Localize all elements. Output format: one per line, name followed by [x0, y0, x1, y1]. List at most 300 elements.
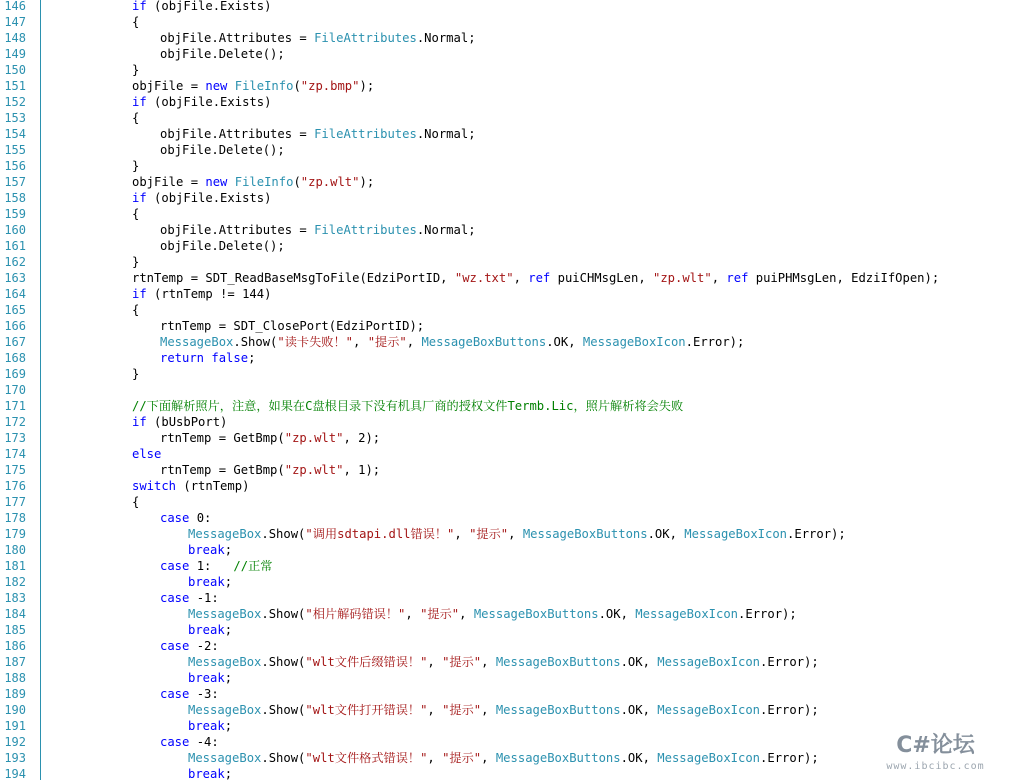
code-line[interactable] [0, 542, 1009, 558]
code-token: } [132, 367, 140, 381]
code-line[interactable] [0, 110, 1009, 126]
code-token: MessageBoxIcon [635, 607, 739, 621]
code-token: MessageBoxIcon [684, 527, 788, 541]
code-line[interactable] [0, 734, 1009, 750]
code-token: break [188, 671, 225, 685]
line-number: 179 [4, 527, 26, 541]
code-text [132, 0, 271, 14]
code-token: new [205, 175, 228, 189]
code-token [227, 79, 234, 93]
code-text [132, 270, 939, 286]
line-number: 166 [4, 319, 26, 333]
code-token: FileInfo [234, 175, 294, 189]
code-line[interactable] [0, 126, 1009, 142]
code-line[interactable] [0, 30, 1009, 46]
code-token: break [188, 623, 225, 637]
code-token: rtnTemp = SDT_ReadBaseMsgToFile(EdziPortID, [132, 271, 455, 285]
code-text [160, 334, 744, 350]
code-token: MessageBoxButtons [522, 527, 648, 541]
code-line[interactable] [0, 318, 1009, 334]
line-number: 189 [4, 687, 26, 701]
line-number: 162 [4, 255, 26, 269]
code-token: .Error); [738, 607, 797, 621]
code-token: "读卡失败！" [277, 335, 354, 349]
code-line[interactable] [0, 414, 1009, 430]
line-number: 152 [4, 95, 26, 109]
code-token: , [513, 271, 529, 285]
line-number: 148 [4, 31, 26, 45]
line-number: 184 [4, 607, 26, 621]
code-token: "zp.wlt" [284, 431, 344, 445]
code-token: rtnTemp = GetBmp( [160, 463, 285, 477]
code-text [160, 30, 476, 46]
code-text [188, 574, 232, 590]
code-token: if [132, 191, 147, 205]
code-line[interactable] [0, 686, 1009, 702]
code-token: puiPHMsgLen, EdziIfOpen); [748, 271, 940, 285]
code-token: "zp.wlt" [300, 175, 360, 189]
line-number: 164 [4, 287, 26, 301]
code-token: switch [132, 479, 177, 493]
code-text [160, 350, 255, 366]
code-token: break [188, 767, 225, 781]
code-token: MessageBoxIcon [657, 655, 761, 669]
code-line[interactable] [0, 670, 1009, 686]
code-token: , [427, 655, 443, 669]
code-token: MessageBox [188, 751, 262, 765]
line-number: 167 [4, 335, 26, 349]
code-line[interactable] [0, 526, 1009, 542]
code-token: ref [726, 271, 749, 285]
line-number: 154 [4, 127, 26, 141]
code-token: MessageBoxButtons [495, 655, 621, 669]
code-token: MessageBox [160, 335, 234, 349]
code-token: "提示" [442, 751, 482, 765]
code-token: ; [224, 767, 233, 781]
code-token: puiCHMsgLen, [550, 271, 653, 285]
site-watermark [868, 732, 1003, 778]
code-line[interactable] [0, 14, 1009, 30]
code-line[interactable] [0, 510, 1009, 526]
code-token: } [132, 63, 140, 77]
code-token: ); [359, 79, 375, 93]
code-token: "提示" [442, 703, 482, 717]
line-number: 149 [4, 47, 26, 61]
code-line[interactable] [0, 94, 1009, 110]
code-token: .Show( [261, 607, 306, 621]
code-token: (objFile.Exists) [146, 0, 272, 13]
code-text [188, 606, 797, 622]
code-token: MessageBoxIcon [657, 751, 761, 765]
line-number: 147 [4, 15, 26, 29]
line-number: 163 [4, 271, 26, 285]
line-number: 146 [4, 0, 26, 13]
code-token: MessageBox [188, 655, 262, 669]
code-line[interactable] [0, 398, 1009, 414]
code-token: ; [224, 671, 233, 685]
line-number: 191 [4, 719, 26, 733]
code-line[interactable] [0, 494, 1009, 510]
code-line[interactable] [0, 590, 1009, 606]
code-token: 0: [189, 511, 212, 525]
code-line[interactable] [0, 350, 1009, 366]
line-number: 178 [4, 511, 26, 525]
code-text [132, 366, 139, 382]
code-token: .OK, [546, 335, 583, 349]
code-text [132, 478, 249, 494]
line-number: 172 [4, 415, 26, 429]
line-number: 186 [4, 639, 26, 653]
code-line[interactable] [0, 158, 1009, 174]
code-token: break [188, 575, 225, 589]
code-token: "提示" [420, 607, 460, 621]
code-token: MessageBox [188, 527, 262, 541]
code-token: , [454, 527, 470, 541]
code-token: MessageBoxButtons [473, 607, 599, 621]
code-token: .OK, [620, 655, 658, 669]
code-text [132, 62, 139, 78]
code-token: , [481, 751, 496, 765]
code-text [160, 462, 380, 478]
code-token: case [160, 639, 190, 653]
code-token: "调用sdtapi.dll错误！" [305, 527, 455, 541]
code-line[interactable] [0, 62, 1009, 78]
code-token: "zp.wlt" [653, 271, 712, 285]
code-token: "提示" [469, 527, 509, 541]
code-token: , [481, 655, 496, 669]
code-text [188, 622, 232, 638]
code-token: "提示" [367, 335, 407, 349]
code-token: , [427, 703, 443, 717]
code-line[interactable] [0, 142, 1009, 158]
code-token: .Normal; [416, 31, 476, 45]
code-token: { [132, 207, 140, 221]
code-token: , 2); [343, 431, 381, 445]
code-token: , [406, 335, 422, 349]
line-number: 169 [4, 367, 26, 381]
code-text [132, 414, 227, 430]
code-text [188, 702, 819, 718]
code-line[interactable] [0, 382, 1009, 398]
code-token: .OK, [620, 751, 658, 765]
line-number: 150 [4, 63, 26, 77]
line-number: 193 [4, 751, 26, 765]
code-token: objFile.Attributes = [160, 127, 315, 141]
code-token: { [132, 303, 140, 317]
code-text [188, 670, 232, 686]
code-text [160, 510, 211, 526]
code-text [160, 222, 476, 238]
line-number: 187 [4, 655, 26, 669]
code-token: ref [528, 271, 551, 285]
code-line[interactable] [0, 366, 1009, 382]
code-token: rtnTemp = GetBmp( [160, 431, 285, 445]
code-line[interactable] [0, 334, 1009, 350]
line-number: 185 [4, 623, 26, 637]
line-number: 158 [4, 191, 26, 205]
code-token: "zp.bmp" [300, 79, 360, 93]
code-text [160, 46, 285, 62]
code-token: (objFile.Exists) [146, 191, 272, 205]
code-token: -4: [189, 735, 219, 749]
code-text [160, 638, 219, 654]
line-number: 180 [4, 543, 26, 557]
code-token: .Error); [760, 751, 819, 765]
code-text [160, 686, 219, 702]
code-token: MessageBoxButtons [421, 335, 547, 349]
code-line[interactable] [0, 574, 1009, 590]
code-line[interactable] [0, 606, 1009, 622]
code-token: MessageBox [188, 607, 262, 621]
code-token: return [160, 351, 205, 365]
code-text [188, 750, 819, 766]
code-token: if [132, 0, 147, 13]
code-token: objFile.Delete(); [160, 239, 285, 253]
code-text [132, 206, 139, 222]
code-token: .Error); [685, 335, 745, 349]
code-token: case [160, 735, 190, 749]
code-text [132, 14, 139, 30]
code-token: , [405, 607, 421, 621]
code-text [160, 142, 285, 158]
code-token: "提示" [442, 655, 482, 669]
code-token: .Show( [261, 655, 306, 669]
line-number: 177 [4, 495, 26, 509]
code-text [188, 526, 846, 542]
code-line[interactable] [0, 286, 1009, 302]
code-token: FileAttributes [314, 31, 417, 45]
code-token: objFile.Delete(); [160, 143, 285, 157]
code-token: } [132, 159, 140, 173]
code-token: MessageBoxButtons [495, 751, 621, 765]
code-token: .OK, [647, 527, 685, 541]
line-number: 171 [4, 399, 26, 413]
code-token: objFile.Attributes = [160, 223, 315, 237]
code-line[interactable] [0, 446, 1009, 462]
watermark-url: www.ibcibc.com [886, 761, 985, 772]
code-token: objFile.Attributes = [160, 31, 315, 45]
line-number: 190 [4, 703, 26, 717]
code-line[interactable] [0, 478, 1009, 494]
code-token: if [132, 287, 147, 301]
code-text [132, 158, 139, 174]
code-token: FileAttributes [314, 127, 417, 141]
code-token: MessageBoxIcon [582, 335, 686, 349]
code-line[interactable] [0, 302, 1009, 318]
code-token: break [188, 543, 225, 557]
code-token: if [132, 415, 147, 429]
code-token: ; [224, 719, 233, 733]
code-token: .Normal; [416, 223, 476, 237]
line-number: 192 [4, 735, 26, 749]
code-token: MessageBoxIcon [657, 703, 761, 717]
code-token: false [211, 351, 249, 365]
code-token: "相片解码错误！" [305, 607, 406, 621]
code-text [132, 446, 161, 462]
code-token: (rtnTemp) [176, 479, 250, 493]
code-token: (rtnTemp != 144) [146, 287, 272, 301]
code-text [132, 190, 271, 206]
line-number: 173 [4, 431, 26, 445]
code-token: ; [224, 623, 233, 637]
line-number: 170 [4, 383, 26, 397]
code-text [132, 174, 374, 190]
code-token: "wlt文件打开错误！" [305, 703, 428, 717]
code-token: FileInfo [234, 79, 294, 93]
code-token: , 1); [343, 463, 381, 477]
code-token: , [427, 751, 443, 765]
line-number: 157 [4, 175, 26, 189]
line-number: 182 [4, 575, 26, 589]
code-text [132, 78, 374, 94]
code-line[interactable] [0, 638, 1009, 654]
code-token: case [160, 591, 190, 605]
code-token: , [353, 335, 368, 349]
code-line[interactable] [0, 190, 1009, 206]
code-token: } [132, 255, 140, 269]
code-token: break [188, 719, 225, 733]
code-line[interactable] [0, 238, 1009, 254]
line-number: 174 [4, 447, 26, 461]
code-token: .Error); [760, 655, 819, 669]
code-text [132, 302, 139, 318]
code-text [160, 558, 272, 574]
code-token: FileAttributes [314, 223, 417, 237]
line-number: 159 [4, 207, 26, 221]
code-token: , [508, 527, 523, 541]
code-token: -3: [189, 687, 219, 701]
code-text [160, 238, 285, 254]
code-text [132, 494, 139, 510]
code-token: ; [224, 575, 233, 589]
code-text [132, 94, 271, 110]
code-token: { [132, 495, 140, 509]
code-line[interactable] [0, 654, 1009, 670]
code-token: .OK, [620, 703, 658, 717]
code-token: 1: [189, 559, 234, 573]
code-token: (objFile.Exists) [146, 95, 272, 109]
code-text [132, 398, 683, 414]
code-token: { [132, 111, 140, 125]
code-token: "zp.wlt" [284, 463, 344, 477]
code-text [132, 254, 139, 270]
code-line[interactable] [0, 430, 1009, 446]
code-line[interactable] [0, 206, 1009, 222]
code-token: .Show( [261, 703, 306, 717]
code-line[interactable] [0, 702, 1009, 718]
code-line[interactable] [0, 222, 1009, 238]
code-token: objFile = [132, 79, 206, 93]
code-text [188, 654, 819, 670]
code-token: case [160, 511, 190, 525]
line-number: 183 [4, 591, 26, 605]
code-token [227, 175, 234, 189]
code-text [160, 590, 219, 606]
code-line[interactable] [0, 46, 1009, 62]
code-token: .Show( [233, 335, 278, 349]
code-token: new [205, 79, 228, 93]
code-token: .Show( [261, 527, 306, 541]
code-line[interactable] [0, 622, 1009, 638]
line-number: 175 [4, 463, 26, 477]
code-token: ); [359, 175, 375, 189]
code-token: "wlt文件后缀错误！" [305, 655, 428, 669]
code-line[interactable] [0, 174, 1009, 190]
code-token: .Error); [787, 527, 846, 541]
code-token: ( [293, 175, 301, 189]
code-token: ; [224, 543, 233, 557]
line-number: 160 [4, 223, 26, 237]
line-number: 151 [4, 79, 26, 93]
code-line[interactable] [0, 78, 1009, 94]
code-line[interactable] [0, 0, 1009, 14]
code-token: ( [293, 79, 301, 93]
code-token: { [132, 15, 140, 29]
code-token: case [160, 559, 190, 573]
line-number: 168 [4, 351, 26, 365]
line-number: 156 [4, 159, 26, 173]
code-text [160, 126, 476, 142]
line-number: 155 [4, 143, 26, 157]
code-token: MessageBoxButtons [495, 703, 621, 717]
code-token: .Normal; [416, 127, 476, 141]
code-line[interactable] [0, 718, 1009, 734]
line-number: 181 [4, 559, 26, 573]
code-token: (bUsbPort) [146, 415, 228, 429]
code-line[interactable] [0, 254, 1009, 270]
code-token: ; [248, 351, 256, 365]
line-number: 165 [4, 303, 26, 317]
line-number: 161 [4, 239, 26, 253]
code-token: .Error); [760, 703, 819, 717]
code-token: if [132, 95, 147, 109]
code-line[interactable] [0, 750, 1009, 766]
code-token: , [459, 607, 474, 621]
code-line[interactable] [0, 462, 1009, 478]
code-token: objFile.Delete(); [160, 47, 285, 61]
code-token: "wlt文件格式错误！" [305, 751, 428, 765]
code-token: , [711, 271, 727, 285]
code-token: -1: [189, 591, 219, 605]
line-number: 176 [4, 479, 26, 493]
watermark-title: C#论坛 [896, 733, 975, 758]
line-number: 188 [4, 671, 26, 685]
code-token: else [132, 447, 162, 461]
code-token: objFile = [132, 175, 206, 189]
code-token: //正常 [233, 559, 273, 573]
code-line[interactable] [0, 270, 1009, 286]
code-token: , [481, 703, 496, 717]
code-token: -2: [189, 639, 219, 653]
code-token: MessageBox [188, 703, 262, 717]
code-text [132, 286, 271, 302]
code-token: //下面解析照片，注意，如果在C盘根目录下没有机具厂商的授权文件Termb.Lic，照片解析将会失败 [132, 399, 684, 413]
line-number: 194 [4, 767, 26, 781]
code-text [188, 718, 232, 734]
code-line[interactable] [0, 558, 1009, 574]
code-text [160, 430, 380, 446]
line-number: 153 [4, 111, 26, 125]
code-text [188, 542, 232, 558]
code-text [160, 318, 424, 334]
code-token: "wz.txt" [454, 271, 514, 285]
code-token: rtnTemp = SDT_ClosePort(EdziPortID); [160, 319, 425, 333]
code-token: .Show( [261, 751, 306, 765]
code-text [132, 110, 139, 126]
code-text [160, 734, 219, 750]
code-token: case [160, 687, 190, 701]
code-token: .OK, [598, 607, 636, 621]
